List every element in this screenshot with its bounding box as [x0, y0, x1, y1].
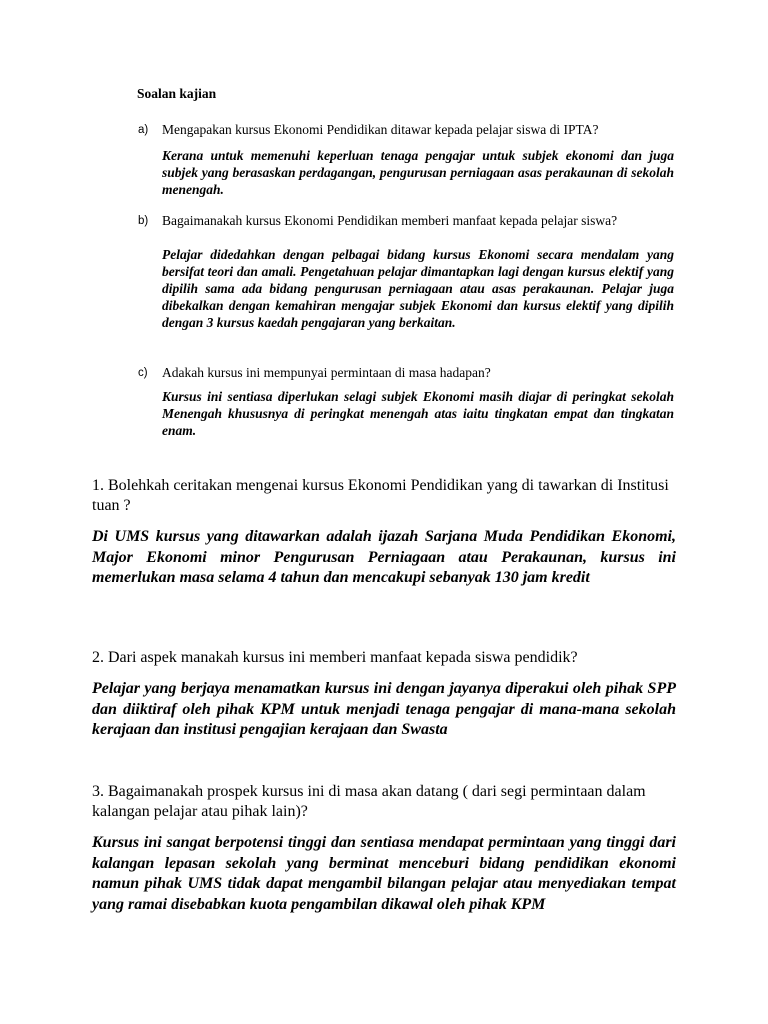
- question-label: b): [138, 215, 149, 227]
- interview-question-3: 3. Bagaimanakah prospek kursus ini di masa akan datang ( dari segi permintaan dalam kalangan pelajar atau pihak lain)?: [92, 783, 646, 820]
- question-text: Bagaimanakah kursus Ekonomi Pendidikan memberi manfaat kepada pelajar siswa?: [162, 213, 618, 228]
- interview-answer-2: Pelajar yang berjaya menamatkan kursus ini dengan jayanya diperakui oleh pihak SPP dan diiktiraf oleh pihak KPM untuk menjadi tenaga pengajar di mana-mana sekolah kerajaan dan institusi pengajian kerajaan dan Swasta: [92, 680, 676, 738]
- question-text: Mengapakan kursus Ekonomi Pendidikan ditawar kepada pelajar siswa di IPTA?: [162, 122, 599, 137]
- question-label: c): [138, 367, 148, 379]
- section-heading: Soalan kajian: [137, 86, 217, 101]
- question-text: Adakah kursus ini mempunyai permintaan di masa hadapan?: [162, 365, 491, 380]
- interview-answer-3: Kursus ini sangat berpotensi tinggi dan sentiasa mendapat permintaan yang tinggi dari kalangan lepasan sekolah yang berminat menceburi bidang pendidikan ekonomi namun pihak UMS tidak dapat mengambil bilangan pelajar atau menyediakan tempat yang ramai disebabkan kuota pengambilan dikawal oleh pihak KPM: [92, 834, 676, 913]
- question-label: a): [138, 124, 149, 136]
- study-answer-a: Kerana untuk memenuhi keperluan tenaga pengajar untuk subjek ekonomi dan juga subjek yang berasaskan perdagangan, pengurusan perniagaan asas perakaunan di sekolah menengah.: [162, 148, 674, 197]
- interview-answer-1: Di UMS kursus yang ditawarkan adalah ijazah Sarjana Muda Pendidikan Ekonomi, Major Ekonomi minor Pengurusan Perniagaan atau Perakaunan, kursus ini memerlukan masa selama 4 tahun dan mencakupi sebanyak 130 jam kredit: [92, 528, 676, 586]
- interview-question-1: 1. Bolehkah ceritakan mengenai kursus Ekonomi Pendidikan yang di tawarkan di Institusi tuan ?: [92, 477, 669, 514]
- study-answer-b: Pelajar didedahkan dengan pelbagai bidang kursus Ekonomi secara mendalam yang bersifat teori dan amali. Pengetahuan pelajar dimantapkan lagi dengan kursus elektif yang dipilih sama ada bidang pengurusan perniagaan atau asas perakaunan. Pelajar juga dibekalkan dengan kemahiran mengajar subjek Ekonomi dan kursus elektif yang dipilih dengan 3 kursus kaedah pengajaran yang berkaitan.: [162, 247, 674, 330]
- study-answer-c: Kursus ini sentiasa diperlukan selagi subjek Ekonomi masih diajar di peringkat sekolah Menengah khususnya di peringkat menengah atas iaitu tingkatan empat dan tingkatan enam.: [162, 389, 674, 438]
- interview-question-2: 2. Dari aspek manakah kursus ini memberi manfaat kepada siswa pendidik?: [92, 649, 578, 666]
